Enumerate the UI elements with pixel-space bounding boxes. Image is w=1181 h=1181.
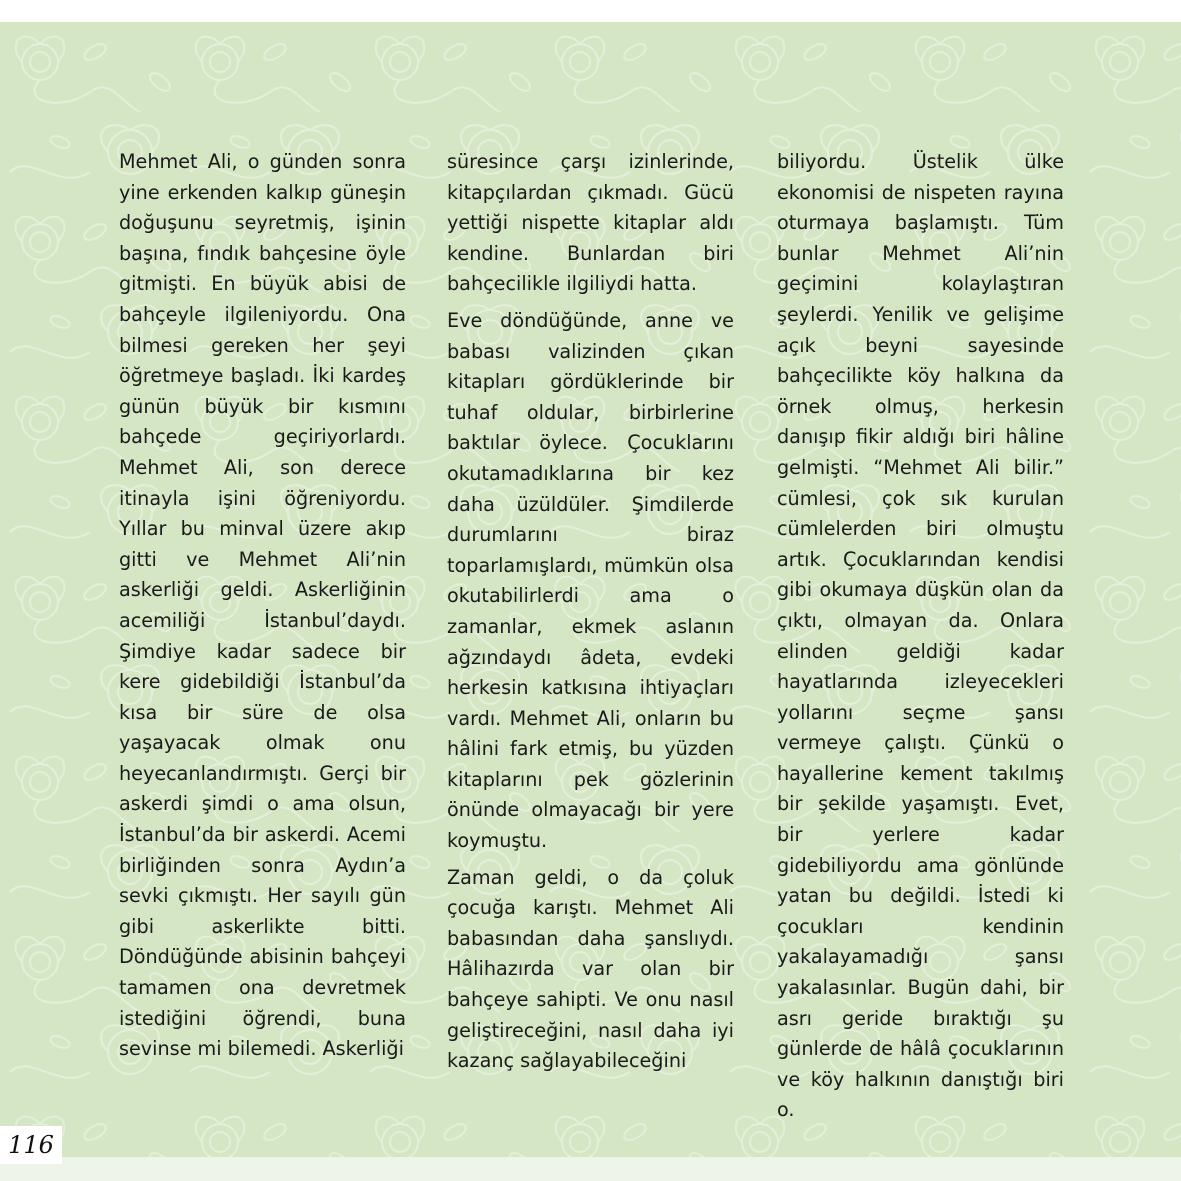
text-column-3 — [777, 147, 1064, 1132]
page-number: 116 — [0, 1126, 62, 1164]
paragraph: biliyordu. Üstelik ülke ekonomisi de nispeten rayına oturmaya başlamıştı. Tüm bunlar Mehmet Ali’nin geçimini kolaylaştıran şeylerdi. Yenilik ve gelişime açık beyni sayesinde bahçecilikte köy halkına da örnek olmuş, herkesin danışıp fikir aldığı biri hâline gelmişti. “Mehmet Ali bilir.” cümlesi, çok sık kurulan cümlelerden biri olmuştu artık. Çocuklarından kendisi gibi okumaya düşkün olan da çıktı, olmayan da. Onlara elinden geldiği kadar hayatlarında izleyecekleri yollarını seçme şansı vermeye çalıştı. Çünkü o hayallerine kement takılmış bir şekilde yaşamıştı. Evet, bir yerlere kadar gidebiliyordu ama gönlünde yatan bu değildi. İstedi ki çocukları kendinin yakalayamadığı şansı yakalasınlar. Bugün dahi, bir asrı geride bıraktığı şu günlerde de hâlâ çocuklarının ve köy halkının danıştığı biri o. — [777, 150, 1064, 1122]
footer-strip — [0, 1157, 1181, 1181]
text-column-1 — [119, 147, 406, 1071]
text-column-2 — [447, 147, 734, 1083]
decorated-text-panel — [0, 22, 1181, 1157]
paragraph: süresince çarşı izinlerinde, kitapçılardan çıkmadı. Gücü yettiği nispette kitaplar aldı kendine. Bunlardan biri bahçecilikle ilgiliydi hatta. — [447, 150, 734, 296]
paragraph: Zaman geldi, o da çoluk çocuğa karıştı. Mehmet Ali babasından daha şanslıydı. Hâlihazırda var olan bir bahçeye sahipti. Ve onu nasıl geliştireceğini, nasıl daha iyi kazanç sağlayabileceğini — [447, 865, 734, 1073]
paragraph: Mehmet Ali, o günden sonra yine erkenden kalkıp güneşin doğuşunu seyretmiş, işinin başına, fındık bahçesine öyle gitmişti. En büyük abisi de bahçeyle ilgileniyordu. Ona bilmesi gereken her şeyi öğretmeye başladı. İki kardeş günün büyük bir kısmını bahçede geçiriyorlardı. Mehmet Ali, son derece itinayla işini öğreniyordu. Yıllar bu minval üzere akıp gitti ve Mehmet Ali’nin askerliği geldi. Askerliğinin acemiliği İstanbul’daydı. Şimdiye kadar sadece bir kere gidebildiği İstanbul’da kısa bir süre de olsa yaşayacak olmak onu heyecanlandırmıştı. Gerçi bir askerdi şimdi o ama olsun, İstanbul’da bir askerdi. Acemi birliğinden sonra Aydın’a sevki çıkmıştı. Her sayılı gün gibi askerlikte bitti. Döndüğünde abisinin bahçeyi tamamen ona devretmek istediğini öğrendi, buna sevinse mi bilemedi. Askerliği — [119, 150, 406, 1061]
paragraph: Eve döndüğünde, anne ve babası valizinden çıkan kitapları gördüklerinde bir tuhaf oldular, birbirlerine baktılar öylece. Çocuklarını okutamadıklarına bir kez daha üzüldüler. Şimdilerde durumlarını biraz toparlamışlardı, mümkün olsa okutabilirlerdi ama o zamanlar, ekmek aslanın ağzındaydı âdeta, evdeki herkesin katkısına ihtiyaçları vardı. Mehmet Ali, onların bu hâlini fark etmiş, bu yüzden kitaplarını pek gözlerinin önünde olmayacağı bir yere koymuştu. — [447, 308, 734, 853]
